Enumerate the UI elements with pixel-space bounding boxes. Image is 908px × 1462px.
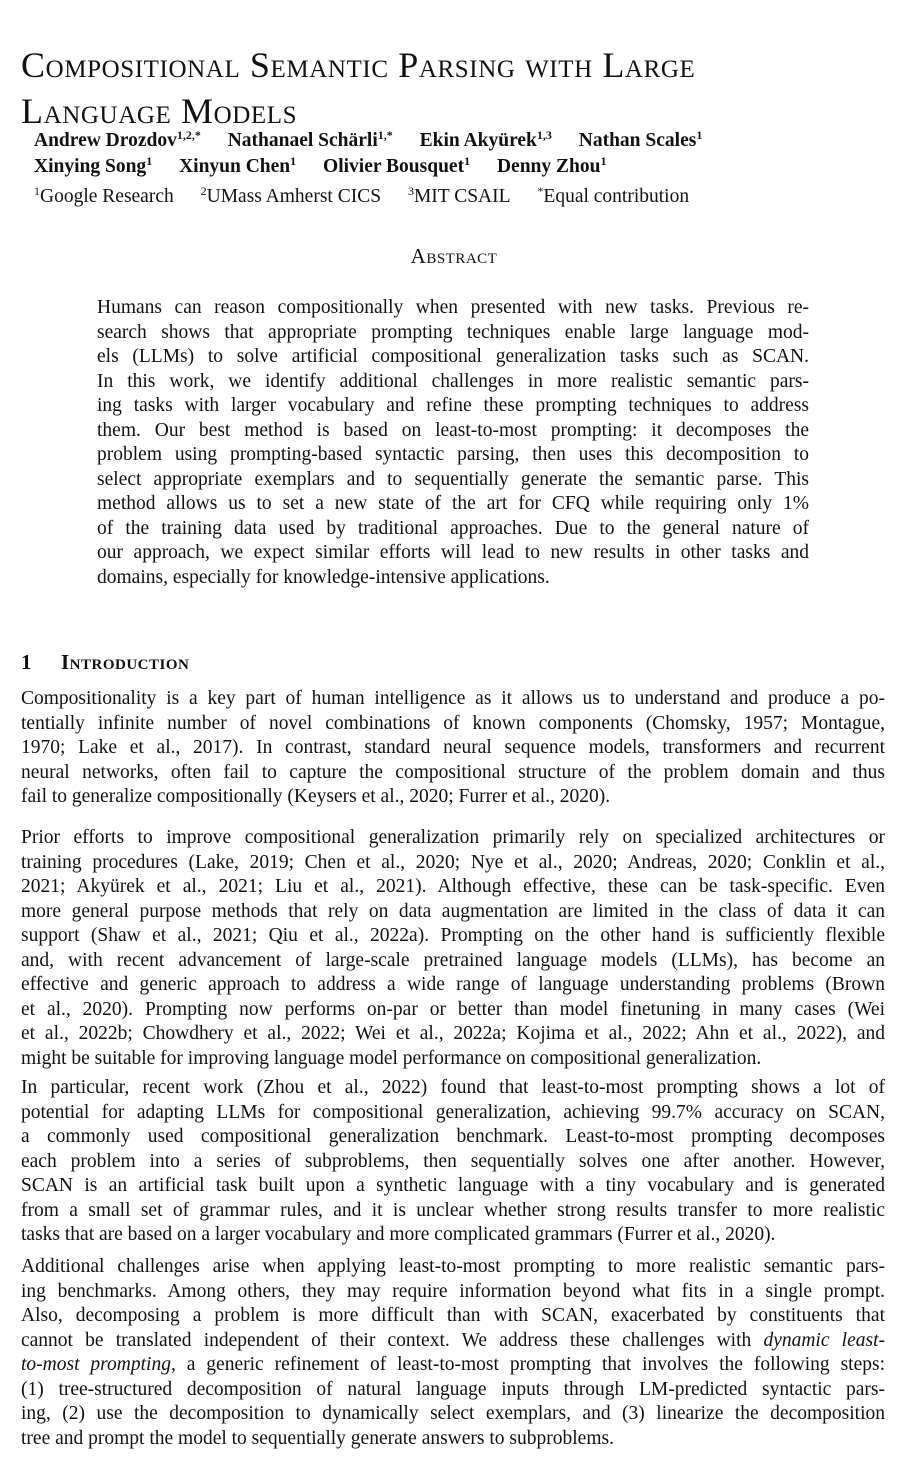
text-line: of the training data used by traditional approaches. Due to the general nature of (97, 517, 809, 539)
abstract-heading: Abstract (410, 244, 498, 268)
author: Olivier Bousquet$^1$ (323, 154, 471, 177)
intro-paragraph-3 (21, 1076, 885, 1248)
author: Xinying Song$^1$ (34, 154, 153, 177)
text-line: tentially infinite number of novel combinations of known components (Chomsky, 1957; Montague, (21, 712, 885, 734)
text-line: potential for adapting LLMs for compositional generalization, achieving 99.7% accuracy on SCAN, (21, 1101, 885, 1123)
text-line: method allows us to set a new state of the art for CFQ while requiring only 1% (97, 493, 809, 514)
text-line: and, with recent advancement of large-scale pretrained language models (LLMs), has become an (21, 949, 885, 971)
text-line: 2021; Akyürek et al., 2021; Liu et al., 2021). Although effective, these can be task-specific. Even (21, 876, 885, 897)
affiliation: *Equal contribution (537, 184, 690, 207)
text-line: et al., 2020). Prompting now performs on-par or better than model finetuning in many cases (Wei (21, 998, 885, 1020)
text-line: fail to generalize compositionally (Keysers et al., 2020; Furrer et al., 2020). (21, 786, 611, 807)
text-line: problem using prompting-based syntactic parsing, then uses this decomposition to (97, 444, 809, 465)
text-line: tasks that are based on a larger vocabulary and more complicated grammars (Furrer et al., 2020). (21, 1224, 776, 1245)
author: Andrew Drozdov$^{1,2,*}$ (34, 128, 201, 151)
emphasis-term: to-most prompting (21, 1354, 171, 1375)
author: Denny Zhou$^1$ (496, 154, 607, 177)
text-line: from a small set of grammar rules, and it is unclear whether strong results transfer to more realistic (21, 1199, 885, 1221)
text-line: Prior efforts to improve compositional generalization primarily rely on specialized architectures or (21, 827, 885, 848)
text-line: 1970; Lake et al., 2017). In contrast, standard neural sequence models, transformers and recurrent (21, 737, 885, 758)
text-line: tree and prompt the model to sequentially generate answers to subproblems. (21, 1427, 614, 1449)
section-title: Introduction (61, 650, 190, 675)
text-line: our approach, we expect similar efforts will lead to new results in other tasks and (97, 542, 809, 563)
text-line: each problem into a series of subproblems, then sequentially solves one after another. However, (21, 1150, 885, 1172)
intro-paragraph-4 (21, 1255, 885, 1451)
text-line: Additional challenges arise when applying least-to-most prompting to more realistic semantic pars- (21, 1256, 885, 1277)
text-line: training procedures (Lake, 2019; Chen et al., 2020; Nye et al., 2020; Andreas, 2020; Conklin et al., (21, 851, 885, 873)
text-line: neural networks, often fail to capture the compositional structure of the problem domain and thus (21, 761, 885, 783)
author: Nathan Scales$^1$ (578, 128, 703, 151)
intro-paragraph-2 (21, 826, 885, 1071)
affiliation: $^2$UMass Amherst CICS (200, 184, 382, 207)
paper-title (21, 42, 891, 134)
author: Nathanael Schärli$^{1,*}$ (227, 128, 393, 151)
text-line: select appropriate exemplars and to sequentially generate the semantic parse. This (97, 468, 809, 490)
text-line: et al., 2022b; Chowdhery et al., 2022; Wei et al., 2022a; Kojima et al., 2022; Ahn et al., 2022), and (21, 1023, 885, 1044)
text-line: Humans can reason compositionally when presented with new tasks. Previous re- (97, 297, 809, 318)
affiliations (34, 184, 894, 210)
intro-paragraph-1 (21, 687, 885, 810)
text-line: a commonly used compositional generalization benchmark. Least-to-most prompting decomposes (21, 1126, 885, 1147)
text-line: support (Shaw et al., 2021; Qiu et al., 2022a). Prompting on the other hand is sufficiently flexible (21, 925, 885, 946)
author: Ekin Akyürek$^{1,3}$ (419, 128, 552, 151)
affiliation: $^3$MIT CSAIL (407, 184, 511, 207)
text-line: might be suitable for improving language model performance on compositional generalization. (21, 1047, 762, 1069)
text-line: ing, (2) use the decomposition to dynamically select exemplars, and (3) linearize the decomposition (21, 1403, 885, 1424)
author-row-1 (34, 128, 894, 154)
affiliation: $^1$Google Research (34, 184, 174, 207)
text-line: SCAN is an artificial task built upon a synthetic language with a tiny vocabulary and is generated (21, 1175, 885, 1196)
author-row-2 (34, 154, 894, 180)
section-heading-introduction (21, 650, 189, 675)
text-line: cannot be translated independent of their context. We address these challenges with dynamic least- (21, 1329, 885, 1351)
text-line: more general purpose methods that rely on data augmentation are limited in the class of data it can (21, 900, 885, 922)
title-line-2: Language Models (21, 91, 298, 132)
section-number: 1 (21, 650, 32, 675)
abstract-body (97, 296, 809, 590)
author-list (34, 128, 894, 180)
text-line: ing benchmarks. Among others, they may require information beyond what fits in a single prompt. (21, 1280, 885, 1302)
text-line: In particular, recent work (Zhou et al., 2022) found that least-to-most prompting shows a lot of (21, 1077, 885, 1098)
text-line: domains, especially for knowledge-intensive applications. (97, 566, 550, 588)
title-line-1: Compositional Semantic Parsing with Large (21, 45, 696, 86)
text-line: Also, decomposing a problem is more difficult than with SCAN, exacerbated by constituents that (21, 1305, 885, 1326)
text-line: them. Our best method is based on least-to-most prompting: it decomposes the (97, 419, 809, 441)
text-line: search shows that appropriate prompting techniques enable large language mod- (97, 321, 809, 343)
text-line: to-most prompting, a generic refinement of least-to-most prompting that involves the following steps: (21, 1354, 885, 1375)
text-line: ing tasks with larger vocabulary and refine these prompting techniques to address (97, 395, 809, 416)
text-line: effective and generic approach to address a wide range of language understanding problems (Brown (21, 974, 885, 995)
text-line: els (LLMs) to solve artificial compositional generalization tasks such as SCAN. (97, 346, 809, 367)
text-line: (1) tree-structured decomposition of natural language inputs through LM-predicted syntactic pars- (21, 1378, 885, 1400)
text-line: Compositionality is a key part of human intelligence as it allows us to understand and produce a po- (21, 688, 885, 709)
author: Xinyun Chen$^1$ (179, 154, 297, 177)
text-line: In this work, we identify additional challenges in more realistic semantic pars- (97, 370, 809, 392)
emphasis-term: dynamic least- (763, 1329, 885, 1351)
